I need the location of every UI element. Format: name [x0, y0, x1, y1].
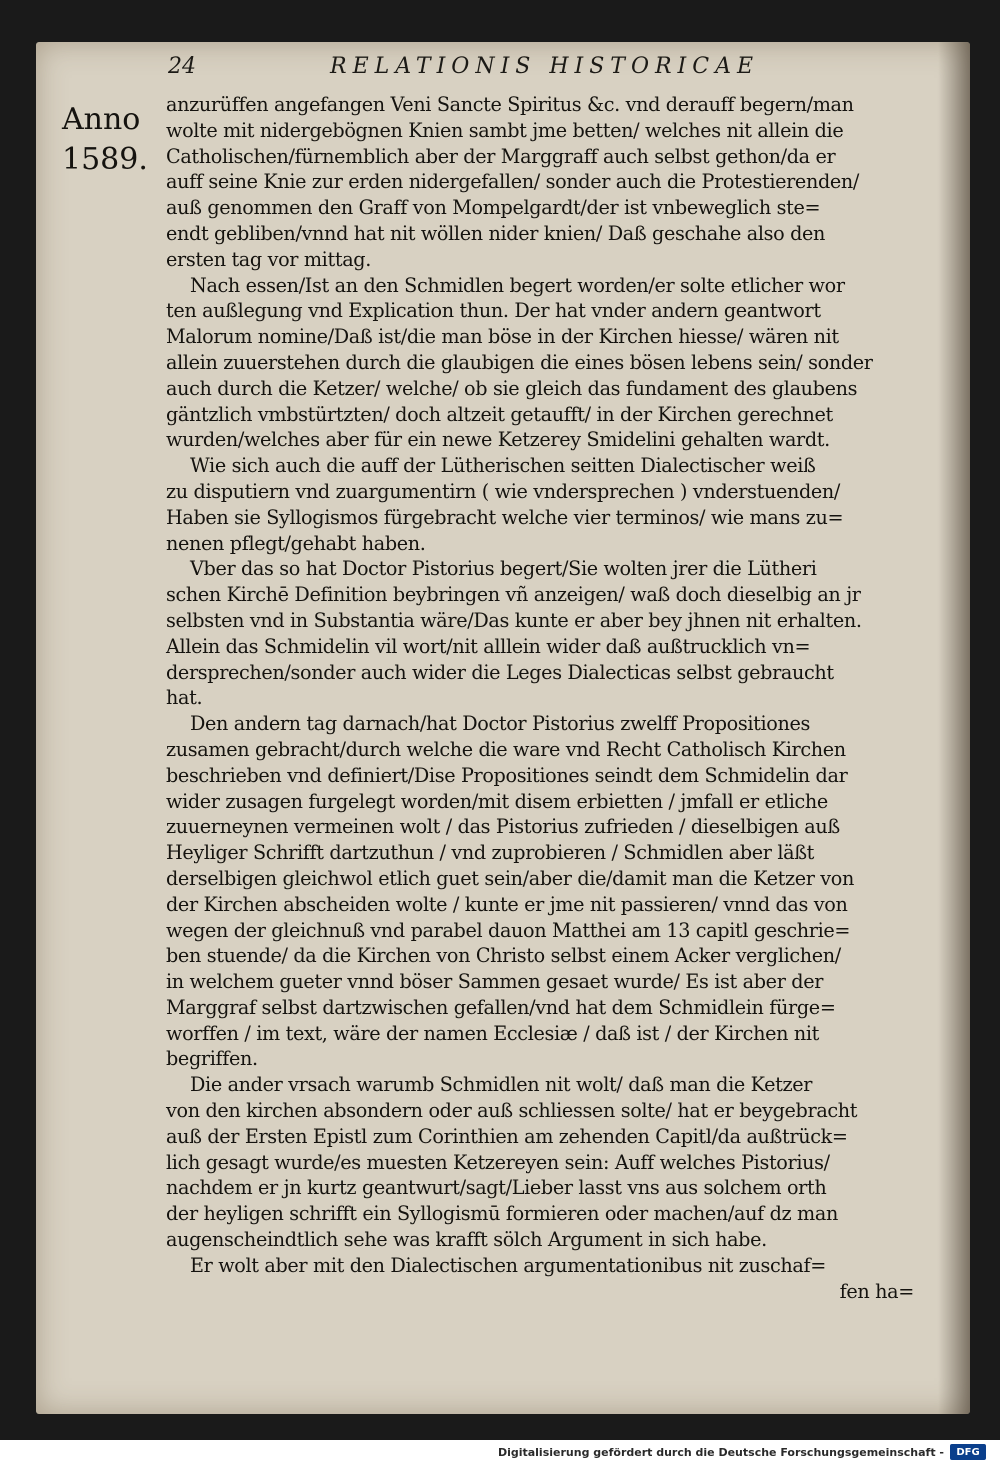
text-line: Nach essen/Ist an den Schmidlen begert worden/er solte etlicher wor	[190, 273, 845, 297]
text-line: begriffen.	[166, 1047, 258, 1071]
text-line: allein zuuerstehen durch die glaubigen die eines bösen lebens sein/ sonder	[166, 350, 873, 374]
text-line: gäntzlich vmbstürtzten/ doch altzeit getaufft/ in der Kirchen gerechnet	[166, 402, 833, 426]
text-line: Er wolt aber mit den Dialectischen argumentationibus nit zuschaf=	[190, 1253, 826, 1277]
text-line: zuuerneynen vermeinen wolt / das Pistorius zufrieden / dieselbigen auß	[166, 815, 840, 839]
text-line: auff seine Knie zur erden nidergefallen/ sonder auch die Protestierenden/	[166, 170, 860, 194]
text-line: Die ander vrsach warumb Schmidlen nit wolt/ daß man die Ketzer	[190, 1073, 813, 1097]
text-line: Haben sie Syllogismos fürgebracht welche vier terminos/ wie mans zu=	[166, 505, 844, 529]
text-line: der heyligen schrifft ein Syllogismū formieren oder machen/auf dz man	[166, 1202, 838, 1226]
text-line: zusamen gebracht/durch welche die ware vnd Recht Catholisch Kirchen	[166, 737, 846, 761]
body-text	[166, 92, 926, 1304]
footer	[0, 1440, 1000, 1467]
text-line: der Kirchen abscheiden wolte / kunte er jme nit passieren/ vnnd das von	[166, 892, 848, 916]
text-line: von den kirchen absondern oder auß schliessen solte/ hat er beygebracht	[166, 1099, 858, 1123]
text-line: ersten tag vor mittag.	[166, 247, 371, 271]
text-line: auß genommen den Graff von Mompelgardt/der ist vnbeweglich ste=	[166, 196, 821, 220]
text-line: Catholischen/fürnemblich aber der Marggraff auch selbst gethon/da er	[166, 144, 836, 168]
text-line: nachdem er jn kurtz geantwurt/sagt/Lieber lasst vns aus solchem orth	[166, 1176, 827, 1200]
text-line: derselbigen gleichwol etlich guet sein/aber die/damit man die Ketzer von	[166, 866, 854, 890]
text-line: Heyliger Schrifft dartzuthun / vnd zuprobieren / Schmidlen aber läßt	[166, 841, 815, 865]
text-line: ben stuende/ da die Kirchen von Christo selbst einem Acker verglichen/	[166, 944, 841, 968]
text-line: anzurüffen angefangen Veni Sancte Spiritus &c. vnd derauff begern/man	[166, 93, 854, 116]
text-line: wegen der gleichnuß vnd parabel dauon Matthei am 13 capitl geschrie=	[166, 918, 851, 942]
margin-note	[62, 100, 182, 180]
text-line: auß der Ersten Epistl zum Corinthien am zehenden Capitl/da außtrück=	[166, 1124, 848, 1148]
text-line: wider zusagen furgelegt worden/mit disem erbietten / jmfall er etliche	[166, 789, 828, 813]
text-line: Den andern tag darnach/hat Doctor Pistorius zwelff Propositiones	[190, 712, 810, 736]
text-line: Marggraf selbst dartzwischen gefallen/vnd hat dem Schmidlein fürge=	[166, 995, 836, 1019]
text-line: zu disputiern vnd zuargumentirn ( wie vndersprechen ) vnderstuenden/	[166, 479, 841, 503]
gutter-shadow	[938, 42, 970, 1414]
running-head: RELATIONIS HISTORICAE	[330, 54, 760, 79]
text-line: hat.	[166, 686, 203, 710]
text-line: Malorum nomine/Daß ist/die man böse in der Kirchen hiesse/ wären nit	[166, 325, 839, 349]
text-line: in welchem gueter vnnd böser Sammen gesaet wurde/ Es ist aber der	[166, 970, 824, 994]
text-line: auch durch die Ketzer/ welche/ ob sie gleich das fundament des glaubens	[166, 376, 858, 400]
text-line: wurden/welches aber für ein newe Ketzerey Smidelini gehalten wardt.	[166, 428, 830, 452]
page-number: 24	[168, 54, 196, 79]
text-line: fen ha=	[839, 1279, 914, 1303]
text-line: schen Kirchē Definition beybringen vñ anzeigen/ waß doch dieselbig an jr	[166, 583, 861, 607]
margin-note-year: 1589.	[62, 142, 148, 177]
text-line: nenen pflegt/gehabt haben.	[166, 531, 426, 555]
text-line: dersprechen/sonder auch wider die Leges Dialecticas selbst gebraucht	[166, 660, 834, 684]
text-line: beschrieben vnd definiert/Dise Propositiones seindt dem Schmidelin dar	[166, 763, 848, 787]
text-line: Wie sich auch die auff der Lütherischen seitten Dialectischer weiß	[190, 454, 816, 478]
text-line: wolte mit nidergebögnen Knien sambt jme betten/ welches nit allein die	[166, 118, 844, 142]
dfg-logo: DFG	[950, 1444, 986, 1460]
text-line: ten außlegung vnd Explication thun. Der hat vnder andern geantwort	[166, 299, 821, 323]
margin-note-anno: Anno	[62, 102, 141, 137]
text-line: lich gesagt wurde/es muesten Ketzereyen sein: Auff welches Pistorius/	[166, 1150, 830, 1174]
text-line: Vber das so hat Doctor Pistorius begert/Sie wolten jrer die Lütheri	[190, 557, 817, 581]
text-line: selbsten vnd in Substantia wäre/Das kunte er aber bey jhnen nit erhalten.	[166, 608, 862, 632]
text-line: endt gebliben/vnnd hat nit wöllen nider knien/ Daß geschahe also den	[166, 221, 826, 245]
funding-credit: Digitalisierung gefördert durch die Deutsche Forschungsgemeinschaft -	[497, 1446, 944, 1459]
text-line: augenscheindtlich sehe was krafft sölch Argument in sich habe.	[166, 1228, 767, 1252]
text-line: Allein das Schmidelin vil wort/nit alllein wider daß außtrucklich vn=	[166, 634, 811, 658]
text-line: worffen / im text, wäre der namen Ecclesiæ / daß ist / der Kirchen nit	[166, 1021, 819, 1045]
